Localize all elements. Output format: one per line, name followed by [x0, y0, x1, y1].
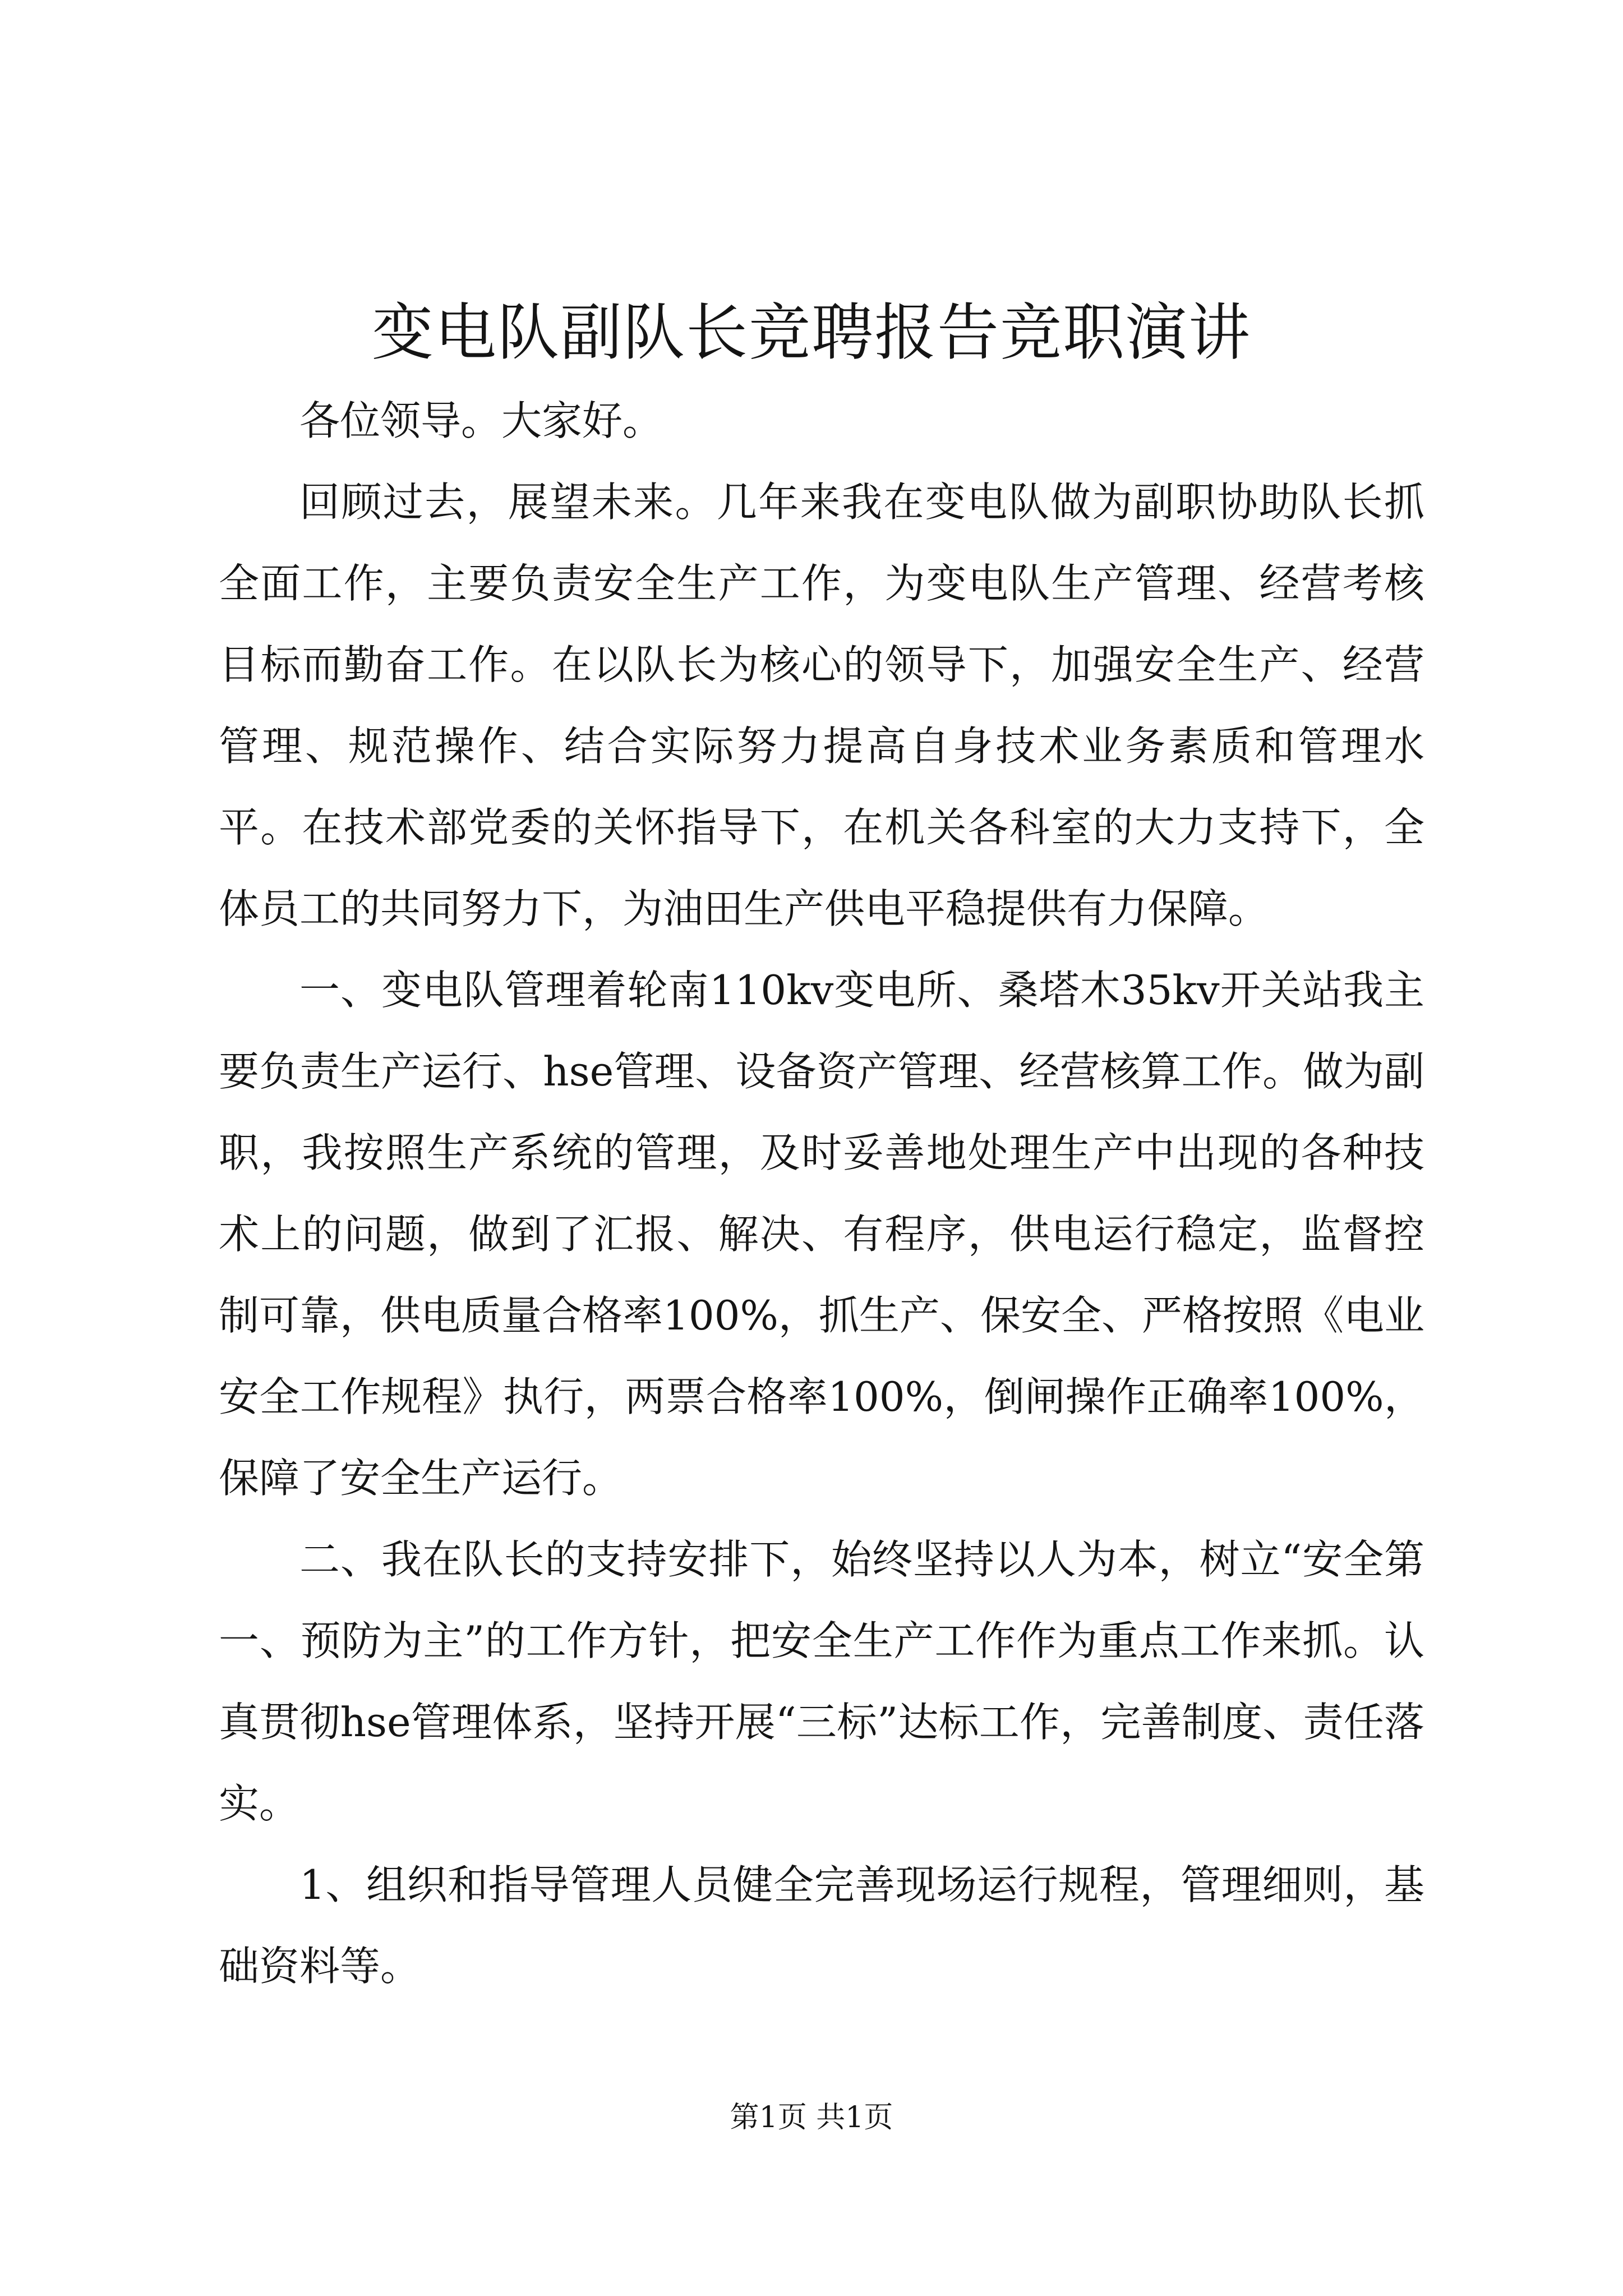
paragraph-greeting: 各位领导。大家好。: [299, 397, 663, 444]
paragraph-item-one: 1、组织和指导管理人员健全完善现场运行规程，管理细则，基础资料等。: [219, 1861, 1424, 1990]
document-title: 变电队副队长竞聘报告竞职演讲: [372, 297, 1251, 369]
paragraph-section-one: 一、变电队管理着轮南110kv变电所、桑塔木35kv开关站我主要负责生产运行、hse管理、设备资产管理、经营核算工作。做为副职，我按照生产系统的管理，及时妥善地处理生产中出现的各种技术上的问题，做到了汇报、解决、有程序，供电运行稳定，监督控制可靠，供电质量合格率100%，抓生产、保安全、严格按照《电业安全工作规程》执行，两票合格率100%，倒闸操作正确率100%，保障了安全生产运行。: [219, 967, 1424, 1502]
document-body: [219, 380, 1424, 2007]
paragraph-review: 回顾过去，展望未来。几年来我在变电队做为副职协助队长抓全面工作，主要负责安全生产工作，为变电队生产管理、经营考核目标而勤奋工作。在以队长为核心的领导下，加强安全生产、经营管理、规范操作、结合实际努力提高自身技术业务素质和管理水平。在技术部党委的关怀指导下，在机关各科室的大力支持下，全体员工的共同努力下，为油田生产供电平稳提供有力保障。: [219, 478, 1424, 932]
paragraph-section-two: 二、我在队长的支持安排下，始终坚持以人为本，树立“安全第一、预防为主”的工作方针，把安全生产工作作为重点工作来抓。认真贯彻hse管理体系，坚持开展“三标”达标工作，完善制度、责任落实。: [219, 1536, 1424, 1827]
page-footer: 第1页 共1页: [730, 2101, 893, 2134]
